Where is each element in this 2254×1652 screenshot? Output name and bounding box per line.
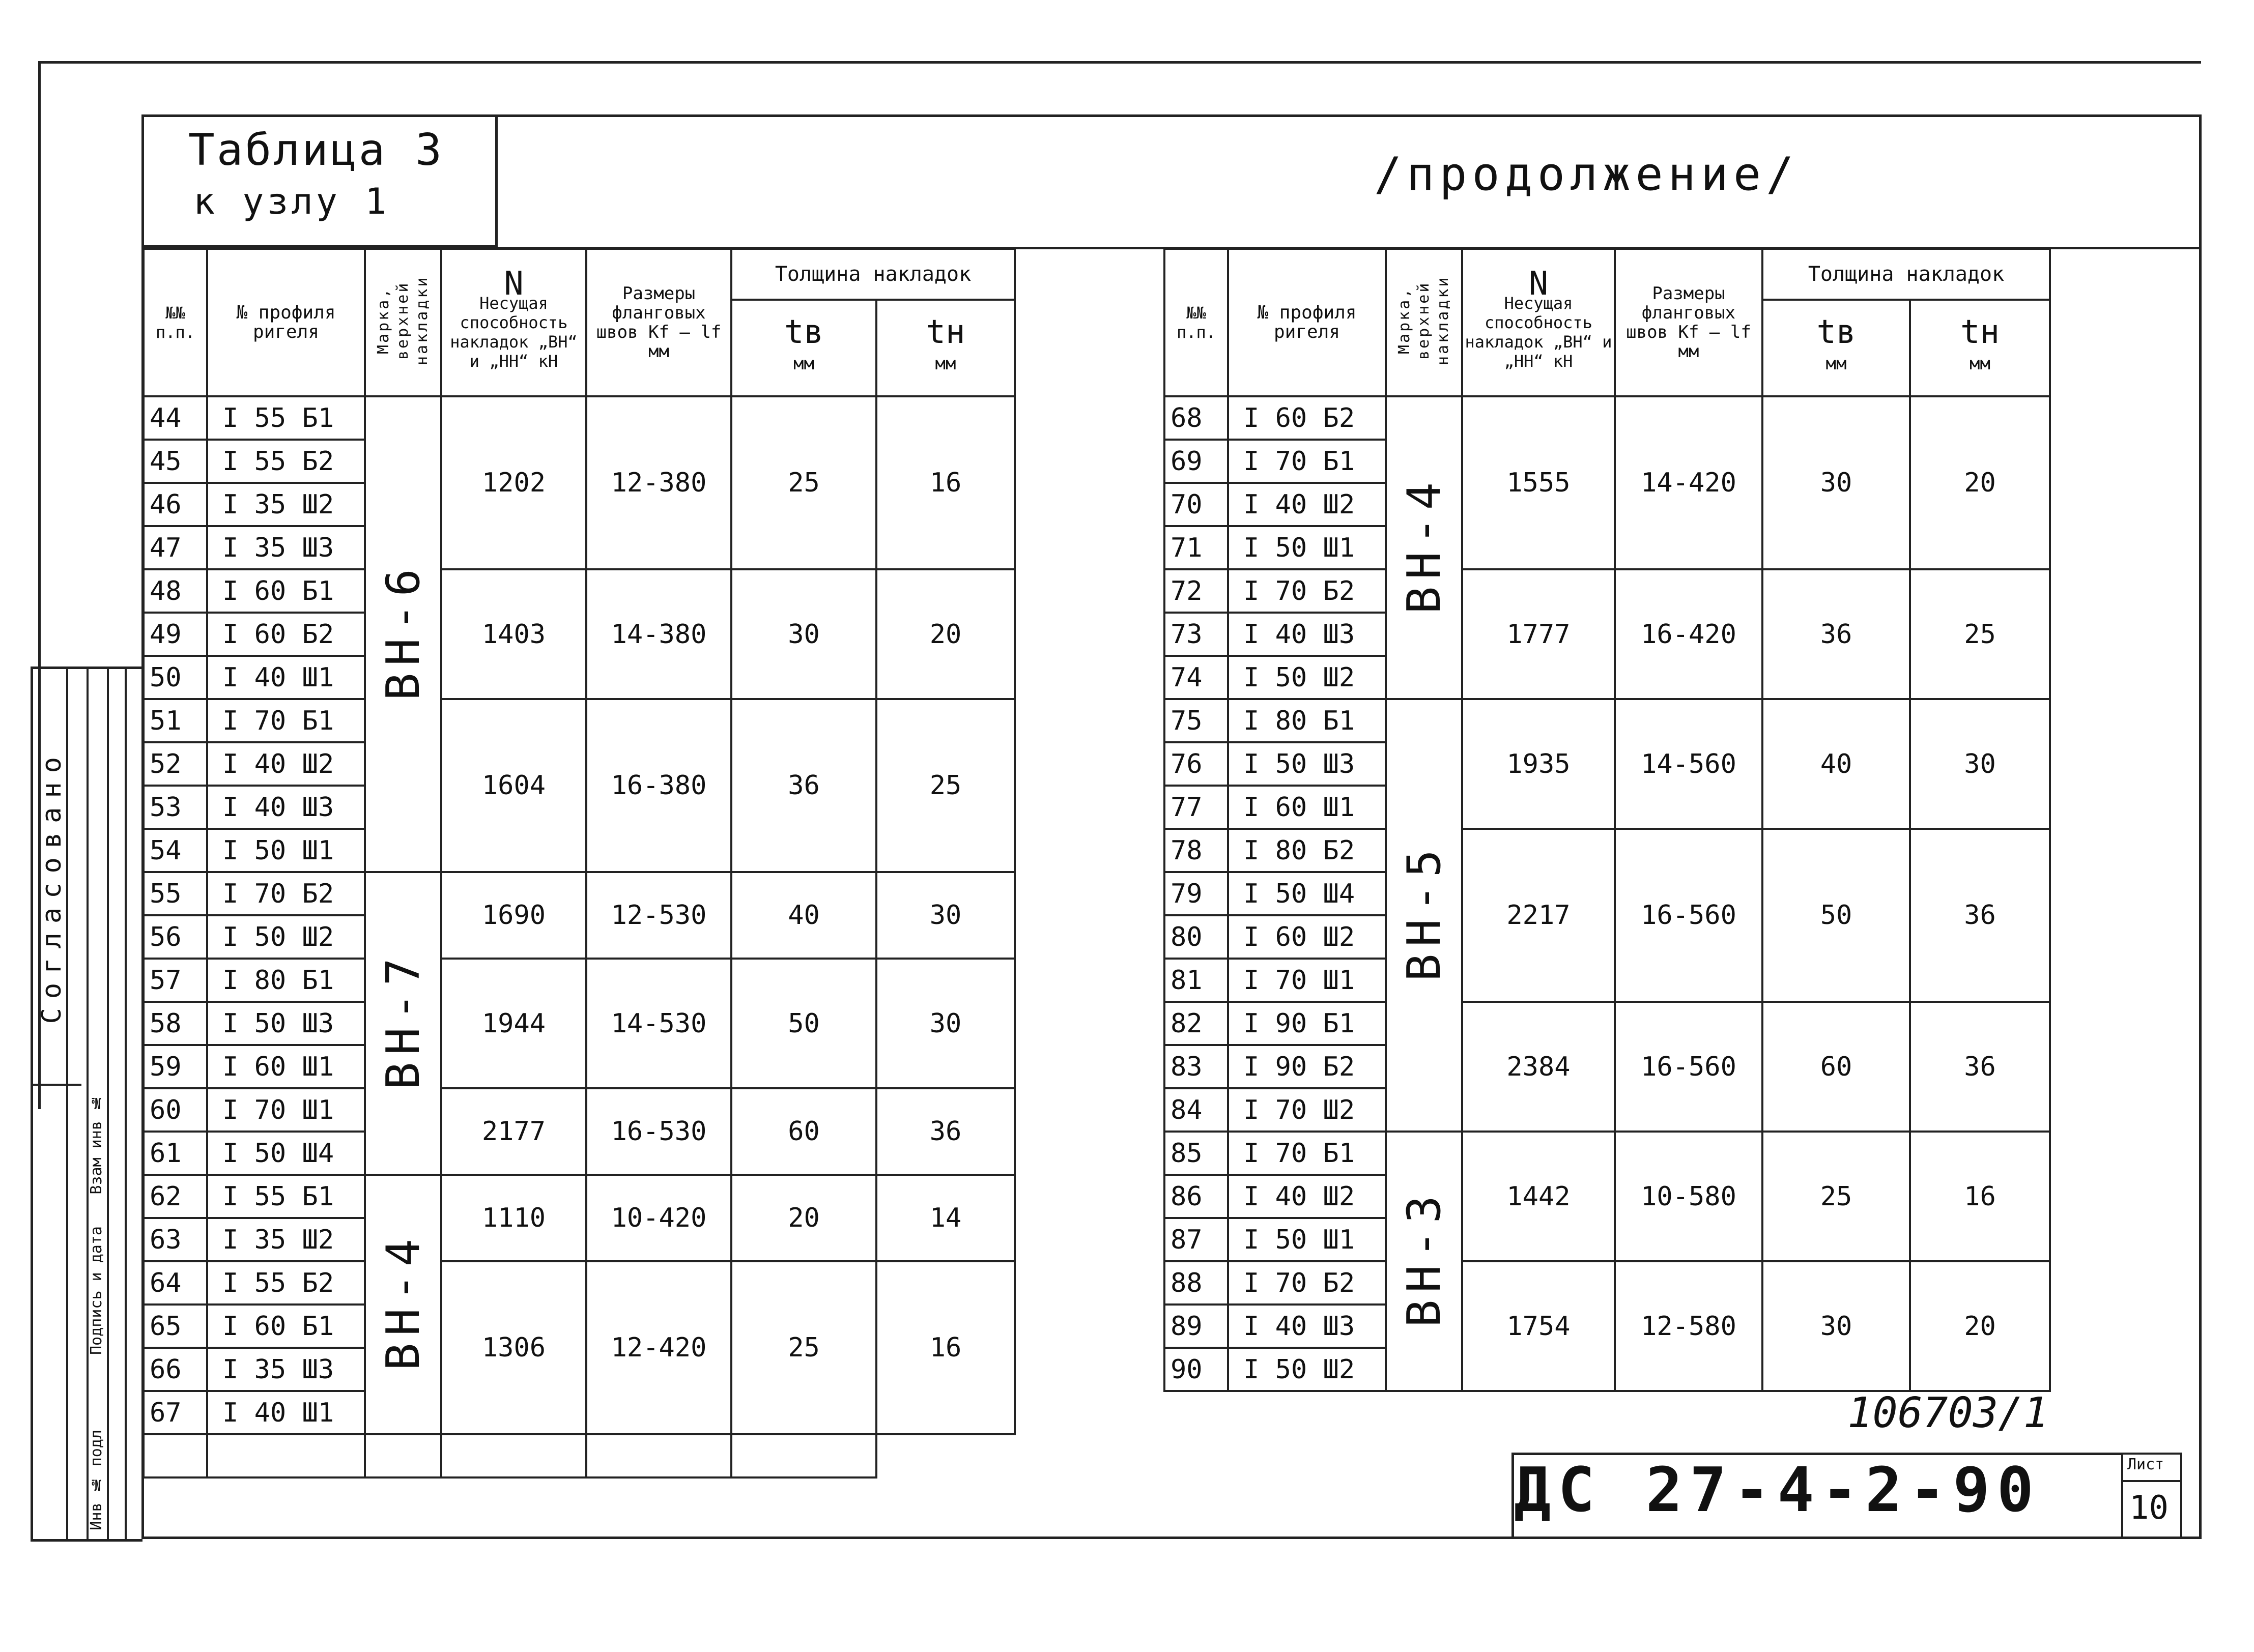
table-row	[144, 569, 1015, 613]
row-number: 65	[144, 1305, 207, 1348]
row-number: 58	[144, 1002, 207, 1045]
archive-stamp: 106703/1	[1847, 1389, 2048, 1437]
group-weld: 16-420	[1615, 569, 1762, 699]
group-tn: 20	[876, 569, 1015, 699]
row-number: 82	[1164, 1002, 1228, 1045]
tn-unit: мм	[1970, 354, 1990, 374]
mark-cell	[1386, 396, 1462, 699]
table-row	[144, 396, 1015, 440]
row-profile: I 35 Ш3	[207, 526, 365, 569]
row-profile: I 40 Ш3	[1228, 1305, 1386, 1348]
row-profile: I 55 Б1	[207, 396, 365, 440]
side-sign-label: Подпись и дата	[88, 1226, 105, 1355]
row-number: 83	[1164, 1045, 1228, 1088]
row-profile: I 70 Б1	[1228, 1132, 1386, 1175]
group-tv: 36	[731, 699, 876, 872]
col-num-header: №№ п.п.	[1164, 249, 1228, 396]
row-number: 68	[1164, 396, 1228, 440]
empty-cell	[441, 1434, 586, 1477]
col-tv-header	[731, 300, 876, 396]
col-tn-header	[1910, 300, 2050, 396]
row-number: 85	[1164, 1132, 1228, 1175]
row-number: 54	[144, 829, 207, 872]
table-row	[144, 959, 1015, 1002]
group-weld: 14-530	[586, 959, 731, 1088]
row-profile: I 60 Ш2	[1228, 915, 1386, 959]
tn-label: tн	[1960, 313, 2000, 351]
group-weld: 12-420	[586, 1261, 731, 1434]
mark-label: ВН-6	[376, 561, 430, 701]
row-profile: I 80 Б1	[1228, 699, 1386, 742]
side-inv-label: Инв № подл	[88, 1430, 105, 1530]
row-profile: I 60 Б1	[207, 1305, 365, 1348]
row-number: 73	[1164, 613, 1228, 656]
empty-cell	[207, 1434, 365, 1477]
mark-cell	[1386, 1132, 1462, 1391]
group-tv: 60	[731, 1088, 876, 1175]
empty-cell	[731, 1434, 876, 1477]
group-cap: 1306	[441, 1261, 586, 1434]
group-cap: 1403	[441, 569, 586, 699]
col-capacity-header	[1462, 249, 1615, 396]
row-number: 50	[144, 656, 207, 699]
mark-label: ВН-3	[1397, 1189, 1451, 1327]
mark-label: ВН-4	[1397, 475, 1451, 614]
row-number: 71	[1164, 526, 1228, 569]
group-weld: 14-380	[586, 569, 731, 699]
row-number: 86	[1164, 1175, 1228, 1218]
row-profile: I 60 Б2	[207, 613, 365, 656]
row-number: 75	[1164, 699, 1228, 742]
row-number: 47	[144, 526, 207, 569]
row-number: 46	[144, 483, 207, 526]
capacity-symbol: N	[504, 265, 524, 303]
group-weld: 12-380	[586, 396, 731, 569]
group-tv: 40	[731, 872, 876, 959]
row-profile: I 70 Б1	[207, 699, 365, 742]
group-cap: 1935	[1462, 699, 1615, 829]
row-profile: I 35 Ш2	[207, 1218, 365, 1261]
row-number: 56	[144, 915, 207, 959]
row-number: 67	[144, 1391, 207, 1434]
sheet-number: 10	[2129, 1489, 2169, 1527]
group-tv: 60	[1762, 1002, 1910, 1132]
group-tn: 16	[876, 396, 1015, 569]
group-tv: 30	[1762, 396, 1910, 569]
agreed-label: Согласовано	[37, 748, 67, 1024]
side-line-e	[31, 1084, 81, 1086]
row-profile: I 70 Б2	[1228, 1261, 1386, 1305]
row-number: 66	[144, 1348, 207, 1391]
row-profile: I 50 Ш1	[1228, 1218, 1386, 1261]
mark-cell	[365, 872, 441, 1175]
group-cap: 1110	[441, 1175, 586, 1261]
row-profile: I 40 Ш3	[207, 786, 365, 829]
right-table	[1163, 248, 2051, 1392]
row-profile: I 55 Б1	[207, 1175, 365, 1218]
empty-cell	[144, 1434, 207, 1477]
sheet-label: Лист	[2127, 1456, 2164, 1473]
group-tn: 30	[876, 959, 1015, 1088]
side-line-c	[107, 666, 109, 1542]
group-tv: 40	[1762, 699, 1910, 829]
row-profile: I 70 Ш2	[1228, 1088, 1386, 1132]
group-tv: 36	[1762, 569, 1910, 699]
group-cap: 1690	[441, 872, 586, 959]
row-number: 51	[144, 699, 207, 742]
row-number: 57	[144, 959, 207, 1002]
col-welds-header: Размеры фланговых швов Kf – lf мм	[1615, 249, 1762, 396]
table-row	[1164, 1002, 2050, 1045]
row-number: 84	[1164, 1088, 1228, 1132]
col-thickness-header: Толщина накладок	[1762, 249, 2050, 300]
group-weld: 12-530	[586, 872, 731, 959]
mark-label: ВН-7	[376, 950, 430, 1090]
table-row	[144, 872, 1015, 915]
row-profile: I 35 Ш2	[207, 483, 365, 526]
row-number: 52	[144, 742, 207, 786]
group-tn: 25	[1910, 569, 2050, 699]
row-profile: I 60 Ш1	[207, 1045, 365, 1088]
row-profile: I 50 Ш1	[1228, 526, 1386, 569]
title-line1: Таблица 3	[188, 125, 444, 176]
col-profile-header: № профиля ригеля	[1228, 249, 1386, 396]
col-thickness-header: Толщина накладок	[731, 249, 1015, 300]
group-weld: 16-560	[1615, 1002, 1762, 1132]
col-num-header: №№ п.п.	[144, 249, 207, 396]
row-number: 90	[1164, 1348, 1228, 1391]
row-profile: I 70 Ш1	[207, 1088, 365, 1132]
tv-unit: мм	[793, 354, 814, 374]
group-cap: 1604	[441, 699, 586, 872]
side-vzam-label: Взам инв №	[88, 1094, 105, 1195]
row-number: 53	[144, 786, 207, 829]
row-profile: I 50 Ш4	[207, 1132, 365, 1175]
empty-row	[144, 1434, 1015, 1477]
col-profile-header: № профиля ригеля	[207, 249, 365, 396]
row-profile: I 50 Ш4	[1228, 872, 1386, 915]
row-number: 74	[1164, 656, 1228, 699]
group-cap: 1777	[1462, 569, 1615, 699]
group-tn: 16	[876, 1261, 1015, 1434]
row-number: 45	[144, 440, 207, 483]
row-profile: I 55 Б2	[207, 1261, 365, 1305]
table-row	[144, 1175, 1015, 1218]
group-tn: 14	[876, 1175, 1015, 1261]
tv-label: tв	[784, 313, 824, 351]
row-number: 44	[144, 396, 207, 440]
tn-unit: мм	[935, 354, 956, 374]
col-mark-header	[1386, 249, 1462, 396]
col-tn-header	[876, 300, 1015, 396]
row-profile: I 50 Ш3	[1228, 742, 1386, 786]
row-profile: I 70 Б1	[1228, 440, 1386, 483]
row-number: 88	[1164, 1261, 1228, 1305]
group-weld: 14-420	[1615, 396, 1762, 569]
row-profile: I 90 Б2	[1228, 1045, 1386, 1088]
group-tn: 36	[1910, 1002, 2050, 1132]
col-mark-header	[365, 249, 441, 396]
table-row	[1164, 1132, 2050, 1175]
col-tv-header	[1762, 300, 1910, 396]
mark-cell	[365, 396, 441, 872]
capacity-label: Несущая способность накладок „ВН“ и „НН“ кН	[450, 294, 578, 371]
group-weld: 16-530	[586, 1088, 731, 1175]
group-tv: 30	[1762, 1261, 1910, 1391]
row-profile: I 50 Ш2	[1228, 1348, 1386, 1391]
table-row	[1164, 396, 2050, 440]
row-number: 55	[144, 872, 207, 915]
empty-cell	[365, 1434, 441, 1477]
row-profile: I 60 Ш1	[1228, 786, 1386, 829]
row-number: 87	[1164, 1218, 1228, 1261]
row-number: 61	[144, 1132, 207, 1175]
row-number: 77	[1164, 786, 1228, 829]
row-number: 78	[1164, 829, 1228, 872]
group-tv: 20	[731, 1175, 876, 1261]
group-cap: 1944	[441, 959, 586, 1088]
capacity-label: Несущая способность накладок „ВН“ и „НН“ кН	[1465, 294, 1612, 371]
row-profile: I 55 Б2	[207, 440, 365, 483]
row-profile: I 50 Ш3	[207, 1002, 365, 1045]
group-tn: 36	[1910, 829, 2050, 1002]
sheet-divider	[2123, 1480, 2180, 1482]
row-profile: I 80 Б2	[1228, 829, 1386, 872]
col-capacity-header	[441, 249, 586, 396]
tv-label: tв	[1816, 313, 1856, 351]
row-profile: I 60 Б1	[207, 569, 365, 613]
group-weld: 12-580	[1615, 1261, 1762, 1391]
table-title	[142, 114, 499, 242]
row-number: 59	[144, 1045, 207, 1088]
row-number: 72	[1164, 569, 1228, 613]
group-tv: 25	[1762, 1132, 1910, 1261]
group-tv: 50	[1762, 829, 1910, 1002]
table-row	[1164, 829, 2050, 872]
table-row	[1164, 699, 2050, 742]
row-number: 80	[1164, 915, 1228, 959]
row-profile: I 40 Ш3	[1228, 613, 1386, 656]
group-tn: 20	[1910, 396, 2050, 569]
row-profile: I 40 Ш1	[207, 1391, 365, 1434]
side-line-d	[125, 666, 127, 1542]
group-weld: 14-560	[1615, 699, 1762, 829]
group-tv: 25	[731, 396, 876, 569]
row-number: 49	[144, 613, 207, 656]
group-weld: 16-380	[586, 699, 731, 872]
group-cap: 2177	[441, 1088, 586, 1175]
left-table	[142, 248, 1016, 1479]
row-profile: I 70 Б2	[1228, 569, 1386, 613]
row-number: 70	[1164, 483, 1228, 526]
row-number: 89	[1164, 1305, 1228, 1348]
group-cap: 2384	[1462, 1002, 1615, 1132]
row-number: 60	[144, 1088, 207, 1132]
table-row	[1164, 569, 2050, 613]
group-tn: 16	[1910, 1132, 2050, 1261]
right-table-body	[1164, 396, 2050, 1391]
row-profile: I 50 Ш2	[207, 915, 365, 959]
row-number: 76	[1164, 742, 1228, 786]
row-number: 79	[1164, 872, 1228, 915]
group-tn: 30	[876, 872, 1015, 959]
row-profile: I 35 Ш3	[207, 1348, 365, 1391]
row-profile: I 70 Ш1	[1228, 959, 1386, 1002]
group-tn: 30	[1910, 699, 2050, 829]
group-cap: 1754	[1462, 1261, 1615, 1391]
document-code: ДС 27-4-2-90	[1514, 1455, 2041, 1526]
group-cap: 1555	[1462, 396, 1615, 569]
left-table-body	[144, 396, 1015, 1477]
table-row	[1164, 1261, 2050, 1305]
sheet-box	[2121, 1453, 2182, 1539]
mark-label: ВН-5	[1397, 843, 1451, 981]
empty-cell	[586, 1434, 731, 1477]
capacity-symbol: N	[1528, 265, 1549, 303]
row-profile: I 40 Ш2	[1228, 1175, 1386, 1218]
mark-header-label: Марка, верхней накладки	[1395, 275, 1452, 366]
group-cap: 2217	[1462, 829, 1615, 1002]
mark-label: ВН-4	[376, 1232, 430, 1371]
row-profile: I 60 Б2	[1228, 396, 1386, 440]
group-tn: 20	[1910, 1261, 2050, 1391]
row-profile: I 40 Ш1	[207, 656, 365, 699]
group-tn: 36	[876, 1088, 1015, 1175]
group-weld: 16-560	[1615, 829, 1762, 1002]
tn-label: tн	[926, 313, 965, 351]
mark-cell	[1386, 699, 1462, 1132]
tv-unit: мм	[1825, 354, 1847, 374]
group-tn: 25	[876, 699, 1015, 872]
row-profile: I 50 Ш2	[1228, 656, 1386, 699]
row-profile: I 40 Ш2	[207, 742, 365, 786]
group-tv: 30	[731, 569, 876, 699]
mark-header-label: Марка, верхней накладки	[375, 275, 431, 366]
row-profile: I 80 Б1	[207, 959, 365, 1002]
row-number: 62	[144, 1175, 207, 1218]
row-number: 69	[1164, 440, 1228, 483]
row-number: 63	[144, 1218, 207, 1261]
row-profile: I 90 Б1	[1228, 1002, 1386, 1045]
row-profile: I 40 Ш2	[1228, 483, 1386, 526]
mark-cell	[365, 1175, 441, 1434]
group-weld: 10-580	[1615, 1132, 1762, 1261]
col-welds-header: Размеры фланговых швов Kf – lf мм	[586, 249, 731, 396]
group-tv: 50	[731, 959, 876, 1088]
group-tv: 25	[731, 1261, 876, 1434]
row-number: 64	[144, 1261, 207, 1305]
group-cap: 1442	[1462, 1132, 1615, 1261]
continuation-label: /продолжение/	[1374, 148, 1799, 201]
table-row	[144, 699, 1015, 742]
row-profile: I 70 Б2	[207, 872, 365, 915]
row-profile: I 50 Ш1	[207, 829, 365, 872]
row-number: 81	[1164, 959, 1228, 1002]
table-row	[144, 1088, 1015, 1132]
row-number: 48	[144, 569, 207, 613]
group-weld: 10-420	[586, 1175, 731, 1261]
table-row	[144, 1261, 1015, 1305]
title-line2: к узлу 1	[193, 181, 390, 222]
group-cap: 1202	[441, 396, 586, 569]
